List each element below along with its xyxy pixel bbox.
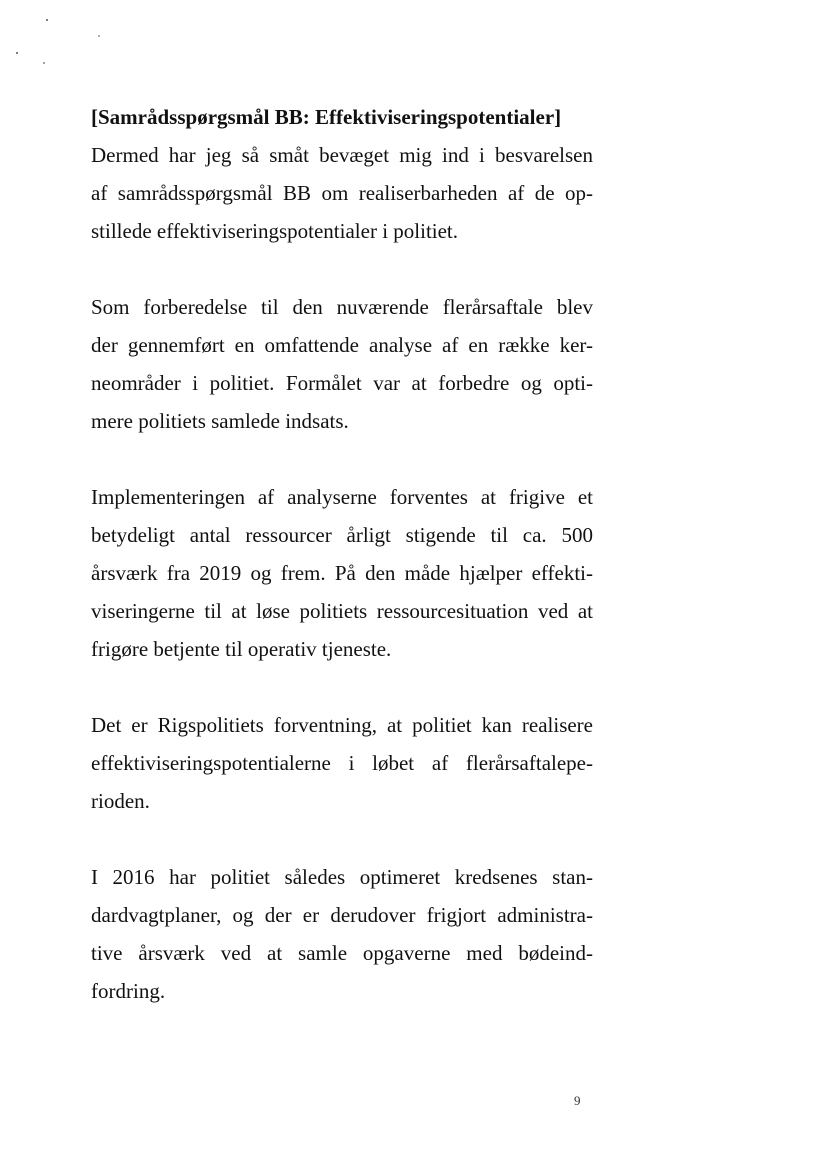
text-line: effektiviseringspotentialerne i løbet af flerårsaftalepe- — [91, 751, 593, 775]
text-line: betydeligt antal ressourcer årligt stigende til ca. 500 — [91, 523, 593, 547]
text-line: Som forberedelse til den nuværende flerårsaftale blev — [91, 295, 593, 319]
text-line: mere politiets samlede indsats. — [91, 409, 349, 433]
text-line: fordring. — [91, 979, 166, 1003]
paragraph-gap — [91, 668, 593, 706]
text-line: af samrådsspørgsmål BB om realiserbarheden af de op- — [91, 181, 593, 205]
paragraph-4 — [91, 706, 593, 820]
document-body — [91, 98, 593, 1010]
scan-speck — [98, 35, 100, 37]
text-line: viseringerne til at løse politiets ressourcesituation ved at — [91, 599, 593, 623]
scan-speck — [16, 52, 18, 54]
text-line: neområder i politiet. Formålet var at forbedre og opti- — [91, 371, 593, 395]
text-line: dardvagtplaner, og der er derudover frigjort administra- — [91, 903, 593, 927]
text-line: Dermed har jeg så småt bevæget mig ind i besvarelsen — [91, 143, 593, 167]
text-line: stillede effektiviseringspotentialer i politiet. — [91, 219, 459, 243]
paragraph-1 — [91, 136, 593, 250]
text-line: tive årsværk ved at samle opgaverne med bødeind- — [91, 941, 593, 965]
scan-speck — [43, 62, 45, 64]
text-line: Det er Rigspolitiets forventning, at politiet kan realisere — [91, 713, 593, 737]
text-line: Implementeringen af analyserne forventes at frigive et — [91, 485, 593, 509]
paragraph-gap — [91, 440, 593, 478]
paragraph-5 — [91, 858, 593, 1010]
page-number: 9 — [574, 1093, 581, 1108]
text-line: årsværk fra 2019 og frem. På den måde hjælper effekti- — [91, 561, 593, 585]
paragraph-3 — [91, 478, 593, 668]
paragraph-gap — [91, 250, 593, 288]
text-line: I 2016 har politiet således optimeret kredsenes stan- — [91, 865, 593, 889]
text-line: der gennemført en omfattende analyse af en række ker- — [91, 333, 593, 357]
section-heading: [Samrådsspørgsmål BB: Effektiviseringspotentialer] — [91, 105, 562, 129]
text-line: rioden. — [91, 789, 150, 813]
text-line: frigøre betjente til operativ tjeneste. — [91, 637, 392, 661]
scan-speck — [46, 19, 48, 21]
paragraph-2 — [91, 288, 593, 440]
paragraph-gap — [91, 820, 593, 858]
